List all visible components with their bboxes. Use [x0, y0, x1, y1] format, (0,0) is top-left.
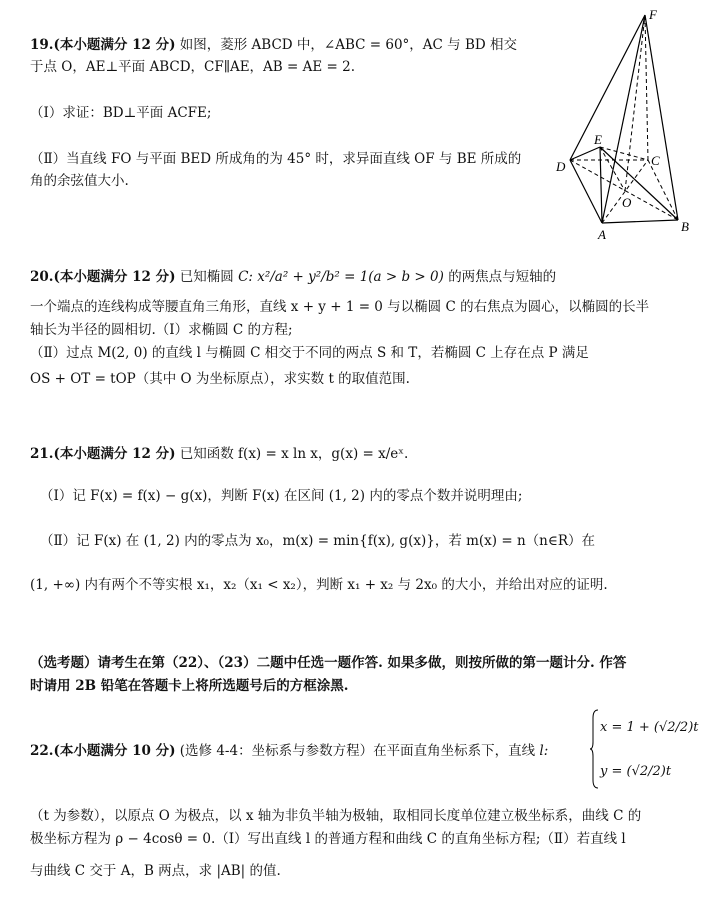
q20-part-2-line-1: （Ⅱ）过点 M(2, 0) 的直线 l 与椭圆 C 相交于不同的两点 S 和 T，若椭圆 C 上存在点 P 满足: [30, 345, 589, 361]
q22-stem-4: 与曲线 C 交于 A，B 两点，求 |AB| 的值.: [30, 863, 281, 879]
label-A: A: [598, 227, 606, 242]
q20-ellipse-equation: C: x²/a² + y²/b² = 1(a > b > 0): [238, 269, 444, 285]
q22-stem-3: 极坐标方程为 ρ − 4cosθ = 0.（Ⅰ）写出直线 l 的普通方程和曲线 C 的直角坐标方程;（Ⅱ）若直线 l: [30, 831, 626, 847]
q20-line-1: [30, 268, 556, 286]
q22-number: 22.: [30, 743, 54, 759]
q22-param-x: x = 1 + (√2/2)t: [600, 720, 699, 735]
q21-part-2-line-2: (1, +∞) 内有两个不等实根 x₁，x₂（x₁ < x₂），判断 x₁ + x₂ 与 2x₀ 的大小，并给出对应的证明.: [30, 577, 608, 593]
elective-line-2: 时请用 2B 铅笔在答题卡上将所选题号后的方框涂黑.: [30, 678, 349, 694]
q22-score: (本小题满分 10 分): [53, 743, 176, 759]
q19-stem-2: 于点 O，AE⊥平面 ABCD，CF∥AE，AB = AE = 2.: [30, 59, 356, 75]
q19-score: (本小题满分 12 分): [53, 37, 176, 53]
q20-stem-suffix: 的两焦点与短轴的: [448, 269, 557, 285]
q22-stem-2: （t 为参数），以原点 O 为极点，以 x 轴为非负半轴为极轴，取相同长度单位建立极坐标系，曲线 C 的: [30, 808, 642, 824]
q20-score: (本小题满分 12 分): [53, 269, 176, 285]
q21-line-1: [30, 445, 408, 463]
q21-part-2-line-1: （Ⅱ）记 F(x) 在 (1, 2) 内的零点为 x₀，m(x) = min{f(x), g(x)}，若 m(x) = n（n∈R）在: [40, 533, 595, 549]
q19-pyramid-figure: [550, 5, 710, 245]
q21-score: (本小题满分 12 分): [53, 446, 176, 462]
q21-number: 21.: [30, 446, 54, 462]
q20-number: 20.: [30, 269, 54, 285]
elective-line-1: （选考题）请考生在第（22）、（23）二题中任选一题作答. 如果多做，则按所做的第一题计分. 作答: [30, 655, 627, 671]
q20-stem-2: 一个端点的连线构成等腰直角三角形，直线 x + y + 1 = 0 与以椭圆 C 的右焦点为圆心，以椭圆的长半: [30, 299, 650, 315]
q19-part-2-line-2: 角的余弦值大小.: [30, 173, 129, 189]
left-brace: [590, 708, 600, 790]
label-C: C: [651, 153, 660, 168]
q19-stem-1: 如图，菱形 ABCD 中，∠ABC = 60°，AC 与 BD 相交: [179, 37, 518, 53]
label-E: E: [594, 132, 602, 147]
q21-stem: 已知函数 f(x) = x ln x，g(x) = x/eˣ.: [179, 446, 409, 462]
q19-part-1: （Ⅰ）求证：BD⊥平面 ACFE;: [30, 105, 212, 121]
q20-stem-3: 轴长为半径的圆相切.（Ⅰ）求椭圆 C 的方程;: [30, 322, 293, 338]
q22-parametric-system: [590, 708, 700, 790]
q19-part-2-line-1: （Ⅱ）当直线 FO 与平面 BED 所成角的为 45° 时，求异面直线 OF 与 BE 所成的: [30, 151, 522, 167]
q19-line-1: [30, 36, 517, 54]
q21-part-1: （Ⅰ）记 F(x) = f(x) − g(x)，判断 F(x) 在区间 (1, 2) 内的零点个数并说明理由;: [40, 488, 523, 504]
q20-part-2-line-2: OS + OT = tOP（其中 O 为坐标原点），求实数 t 的取值范围.: [30, 371, 410, 387]
q22-param-y: y = (√2/2)t: [600, 764, 672, 779]
q22-line-label: l:: [539, 743, 549, 759]
label-F: F: [649, 7, 657, 22]
q22-stem-1: (选修 4-4：坐标系与参数方程）在平面直角坐标系下，直线: [179, 743, 536, 759]
label-B: B: [681, 219, 689, 234]
q20-stem-prefix: 已知椭圆: [179, 269, 234, 285]
label-O: O: [622, 195, 632, 210]
q19-number: 19.: [30, 37, 54, 53]
q22-line-1: [30, 742, 548, 760]
label-D: D: [556, 159, 566, 174]
